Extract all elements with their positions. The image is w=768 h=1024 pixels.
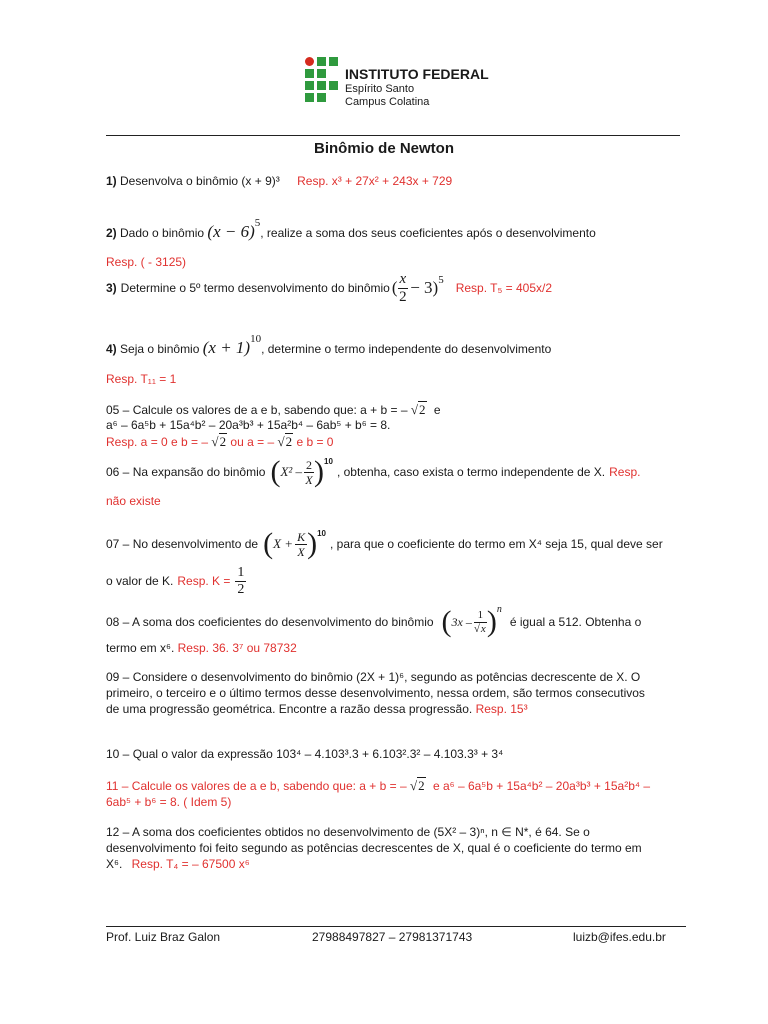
- question-5-line-1: [106, 402, 441, 418]
- logo-square: [305, 93, 314, 102]
- question-5-line-2: a⁶ – 6a⁵b + 15a⁴b² – 20a³b³ + 15a²b⁴ – 6ab⁵ + b⁶ = 8.: [106, 418, 391, 432]
- question-12-line-2: desenvolvimento foi feito segundo as potências decrescentes de X, qual é o coeficiente do termo em: [106, 841, 642, 855]
- binomial-tail: − 3): [410, 278, 439, 297]
- answer-text: ou a = –: [230, 435, 275, 449]
- fraction: [474, 610, 487, 635]
- question-text: é igual a 512. Obtenha o: [509, 615, 642, 629]
- question-text: X⁶.: [106, 857, 123, 871]
- question-7: 07 – No desenvolvimento de ( X + $\frac{K}{X}$ ) $^{10}$ , para que o coeficiente do termo em X⁴ seja 15, qual deve ser: [106, 527, 663, 560]
- question-text: 05 – Calcule os valores de a e b, sabendo que: a + b = –: [106, 403, 408, 417]
- question-text: o valor de K.: [106, 574, 174, 588]
- open-paren: (: [270, 455, 281, 488]
- open-paren: (: [441, 605, 452, 638]
- radicand: 2: [418, 778, 425, 793]
- logo-square: [305, 69, 314, 78]
- logo-square: [317, 69, 326, 78]
- footer-phones: 27988497827 – 27981371743: [312, 930, 473, 944]
- question-8-line-2: [106, 641, 297, 655]
- answer-2: Resp. ( - 3125): [106, 255, 187, 269]
- footer-rule: [106, 926, 686, 927]
- fraction: [295, 531, 307, 558]
- fraction: [304, 459, 314, 486]
- open-paren: (: [263, 527, 274, 560]
- question-10: 10 – Qual o valor da expressão 103⁴ – 4.103³.3 + 6.103².3² – 4.103.3³ + 3⁴: [106, 747, 504, 761]
- answer-5: [106, 434, 333, 450]
- denominator: X: [297, 544, 305, 559]
- logo-square: [317, 81, 326, 90]
- question-1: [106, 174, 452, 188]
- logo-square: [329, 81, 338, 90]
- question-12-line-1: 12 – A soma dos coeficientes obtidos no desenvolvimento de (5X² – 3)ⁿ, n ∈ N*, é 64. Se o: [106, 825, 590, 839]
- footer-author: Prof. Luiz Braz Galon: [106, 930, 221, 944]
- question-text: 08 – A soma dos coeficientes do desenvolvimento do binômio: [106, 615, 434, 629]
- question-text: de uma progressão geométrica. Encontre a razão dessa progressão.: [106, 702, 473, 716]
- conjunction: e: [433, 403, 441, 417]
- close-paren: ): [307, 527, 318, 560]
- denominator: X: [305, 472, 313, 487]
- question-text: Dado o binômio: [120, 226, 205, 240]
- binomial-expression: (x + 1): [202, 338, 251, 357]
- answer: Resp. T₅ = 405x/2: [455, 281, 553, 295]
- answer: Resp. K =: [177, 574, 231, 588]
- radicand: 2: [219, 434, 227, 449]
- question-text: Seja o binômio: [120, 342, 200, 356]
- footer-email[interactable]: luizb@ifes.edu.br: [573, 930, 666, 944]
- question-12-line-3: [106, 857, 250, 871]
- institution-state: Espírito Santo: [345, 83, 415, 95]
- binomial-term: 3x –: [451, 614, 472, 629]
- question-text: Desenvolva o binômio (x + 9)³: [120, 174, 280, 188]
- sqrt-2: √2: [410, 402, 426, 417]
- logo-square-red: [305, 57, 314, 66]
- question-text: 11 – Calcule os valores de a e b, sabendo que: a + b = –: [106, 779, 407, 793]
- radicand: 2: [419, 402, 426, 417]
- answer-fraction: [235, 566, 246, 597]
- numerator: 1: [237, 564, 245, 580]
- sqrt-2: √2: [410, 778, 425, 793]
- question-4: [106, 333, 552, 358]
- question-text: 06 – Na expansão do binômio: [106, 465, 266, 479]
- question-number: 1): [106, 174, 117, 188]
- logo-square: [317, 57, 326, 66]
- question-2: [106, 217, 596, 242]
- answer-text: e b = 0: [296, 435, 334, 449]
- institution-name: INSTITUTO FEDERAL: [345, 66, 489, 82]
- radicand: 2: [285, 434, 293, 449]
- binomial-expression: (x − 6): [207, 222, 255, 241]
- numerator: 1: [474, 610, 487, 623]
- answer-6: não existe: [106, 494, 161, 508]
- answer-label: Resp.: [609, 465, 641, 479]
- answer-text: Resp. a = 0 e b = –: [106, 435, 209, 449]
- logo-square: [305, 81, 314, 90]
- institution-campus: Campus Colatina: [345, 96, 430, 108]
- question-11-line-1: [106, 778, 650, 794]
- question-7-line-2: [106, 564, 246, 598]
- sqrt-x: √x: [473, 622, 486, 635]
- answer: Resp. T₄ = – 67500 x⁶: [131, 857, 250, 871]
- question-11-line-2: 6ab⁵ + b⁶ = 8. ( Idem 5): [106, 795, 232, 809]
- question-text: e a⁶ – 6a⁵b + 15a⁴b² – 20a³b³ + 15a²b⁴ –: [432, 779, 651, 793]
- question-text: , determine o termo independente do desenvolvimento: [261, 342, 552, 356]
- answer: Resp. 15³: [475, 702, 528, 716]
- question-number: 4): [106, 342, 117, 356]
- question-text: 07 – No desenvolvimento de: [106, 537, 259, 551]
- exponent: 10: [250, 333, 262, 345]
- binomial-term: X +: [273, 536, 294, 551]
- close-paren: ): [486, 605, 497, 638]
- question-number: 3): [106, 281, 117, 295]
- logo-square: [329, 57, 338, 66]
- answer: Resp. x³ + 27x² + 243x + 729: [297, 174, 453, 188]
- numerator: K: [297, 529, 306, 544]
- binomial-term: X² –: [280, 464, 303, 479]
- question-text: termo em x⁶.: [106, 641, 175, 655]
- question-number: 2): [106, 226, 117, 240]
- question-9-line-3: [106, 702, 528, 716]
- open-paren: (: [391, 278, 398, 297]
- question-9-line-2: primeiro, o terceiro e o último termos desse desenvolvimento, nessa ordem, são termos consecutivos: [106, 686, 645, 700]
- radicand: x: [480, 622, 486, 635]
- denominator: 2: [237, 581, 245, 597]
- page-title: Binômio de Newton: [314, 140, 454, 157]
- logo-square: [317, 93, 326, 102]
- answer-4: Resp. T₁₁ = 1: [106, 372, 177, 386]
- answer: Resp. 36. 3⁷ ou 78732: [177, 641, 297, 655]
- fraction: [398, 272, 409, 305]
- denominator: 2: [399, 288, 407, 305]
- question-text: Determine o 5º termo desenvolvimento do binômio: [120, 281, 390, 295]
- sqrt-2: √2: [277, 434, 293, 449]
- question-text: , para que o coeficiente do termo em X⁴ seja 15, qual deve ser: [330, 537, 663, 551]
- question-text: , obtenha, caso exista o termo independente de X.: [336, 465, 606, 479]
- header-rule: [106, 135, 680, 136]
- question-8: 08 – A soma dos coeficientes do desenvolvimento do binômio ( 3x – $\frac{1}{√x}$ ) $^n$ é igual a 512. Obtenha o: [106, 604, 642, 638]
- close-paren: ): [314, 455, 325, 488]
- question-6: 06 – Na expansão do binômio ( X² – $\frac{2}{X}$ ) $^{10}$ , obtenha, caso exista o termo independente de X. Resp.: [106, 455, 641, 488]
- numerator: 2: [306, 457, 313, 472]
- exponent: 5: [254, 217, 261, 229]
- question-3: 3) Determine o 5º termo desenvolvimento do binômio ( $\frac{x}{2}$ − 3) $^5$ Resp. T₅ = 405x/2: [106, 270, 553, 305]
- sqrt-2: √2: [211, 434, 227, 449]
- question-9-line-1: 09 – Considere o desenvolvimento do binômio (2X + 1)⁶, segundo as potências decrescente de X. O: [106, 670, 641, 684]
- question-text: , realize a soma dos seus coeficientes após o desenvolvimento: [260, 226, 596, 240]
- numerator: x: [399, 270, 407, 287]
